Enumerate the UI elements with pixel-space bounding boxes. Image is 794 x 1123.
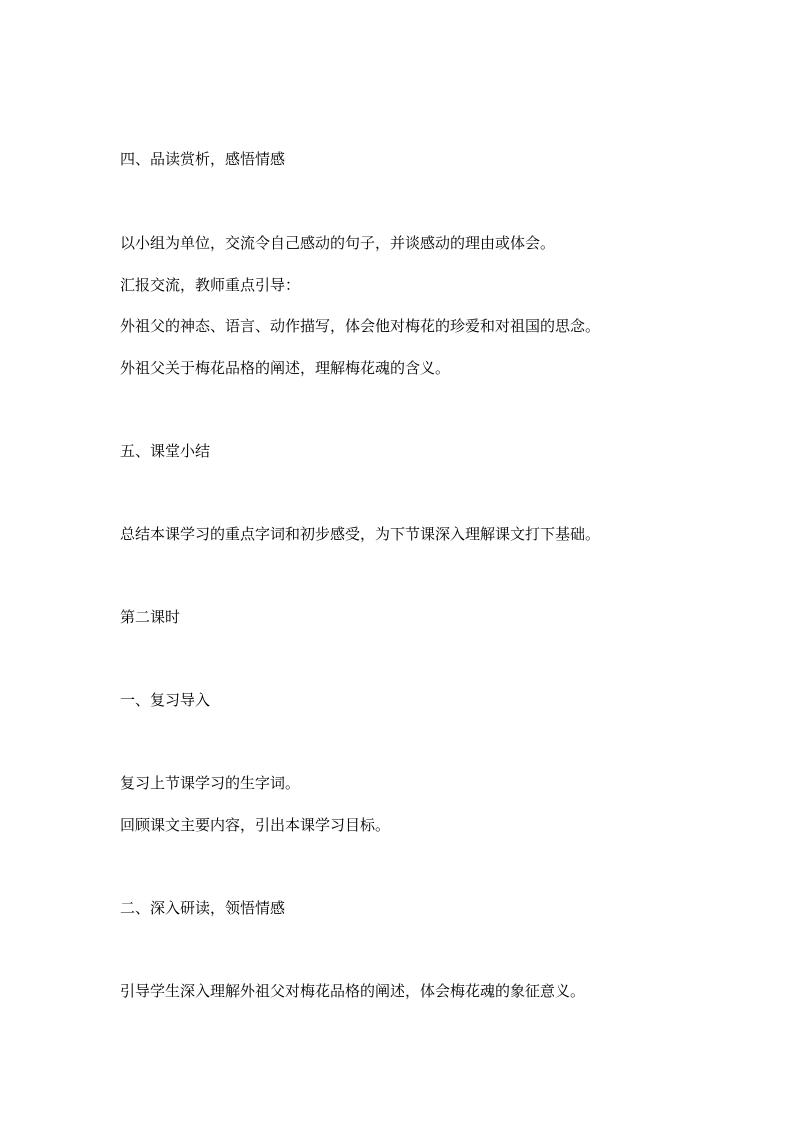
paragraph-line: 总结本课学习的重点字词和初步感受，为下节课深入理解课文打下基础。 <box>120 525 601 543</box>
paragraph-line: 汇报交流，教师重点引导： <box>120 276 301 294</box>
paragraph-line: 回顾课文主要内容，引出本课学习目标。 <box>120 816 391 834</box>
lesson-heading: 第二课时 <box>120 608 181 626</box>
paragraph-line: 以小组为单位，交流令自己感动的句子，并谈感动的理由或体会。 <box>120 234 556 252</box>
paragraph-line: 外祖父的神态、语言、动作描写，体会他对梅花的珍爱和对祖国的思念。 <box>120 317 601 335</box>
section-heading-4: 四、品读赏析，感悟情感 <box>120 150 286 168</box>
paragraph-line: 复习上节课学习的生字词。 <box>120 774 301 792</box>
paragraph-line: 引导学生深入理解外祖父对梅花品格的阐述，体会梅花魂的象征意义。 <box>120 982 586 1000</box>
section-heading-2: 二、深入研读，领悟情感 <box>120 899 286 917</box>
paragraph-line: 外祖父关于梅花品格的阐述，理解梅花魂的含义。 <box>120 359 451 377</box>
section-heading-1: 一、复习导入 <box>120 691 211 709</box>
section-heading-5: 五、课堂小结 <box>120 442 211 460</box>
